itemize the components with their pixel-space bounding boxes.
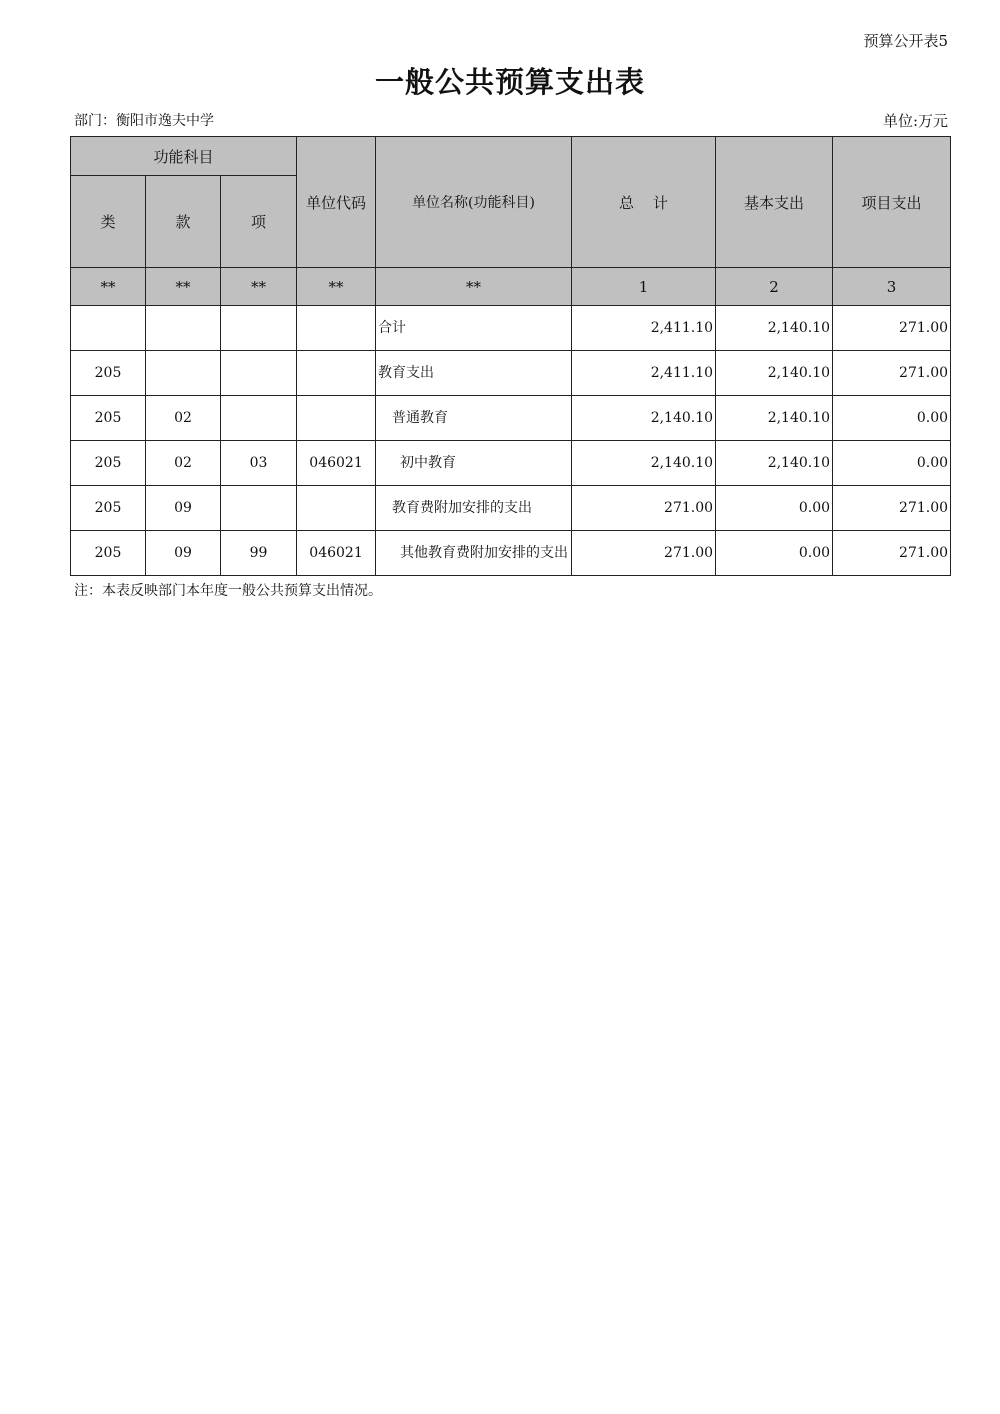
cell-total: 271.00 [572, 486, 716, 531]
cell-project: 271.00 [833, 306, 951, 351]
index-cell: 1 [572, 268, 716, 306]
cell-code: 046021 [297, 441, 376, 486]
cell-total: 2,411.10 [572, 351, 716, 396]
cell-kuan: 09 [146, 486, 221, 531]
cell-kuan [146, 306, 221, 351]
cell-kuan [146, 351, 221, 396]
cell-code: 046021 [297, 531, 376, 576]
cell-lei: 205 [71, 441, 146, 486]
form-number: 预算公开表5 [863, 32, 948, 50]
unit-label: 单位:万元 [882, 112, 948, 130]
index-cell: ** [146, 268, 221, 306]
cell-kuan: 02 [146, 441, 221, 486]
header-function-subject: 功能科目 [71, 137, 297, 176]
table-row [71, 441, 951, 486]
cell-total: 2,140.10 [572, 441, 716, 486]
index-cell: ** [221, 268, 297, 306]
cell-lei: 205 [71, 396, 146, 441]
cell-kuan: 09 [146, 531, 221, 576]
cell-name: 普通教育 [376, 396, 572, 441]
index-cell: 3 [833, 268, 951, 306]
cell-name: 合计 [376, 306, 572, 351]
table-row [71, 486, 951, 531]
table-row [71, 306, 951, 351]
index-cell: ** [297, 268, 376, 306]
header-basic: 基本支出 [716, 137, 833, 268]
cell-basic: 2,140.10 [716, 441, 833, 486]
index-cell: ** [71, 268, 146, 306]
budget-table [70, 136, 951, 576]
cell-basic: 0.00 [716, 486, 833, 531]
cell-code [297, 306, 376, 351]
table-row [71, 396, 951, 441]
department-label: 部门：衡阳市逸夫中学 [74, 113, 214, 129]
header-lei: 类 [71, 176, 146, 268]
header-unit-name: 单位名称(功能科目) [376, 137, 572, 268]
cell-code [297, 396, 376, 441]
table-row [71, 531, 951, 576]
cell-xiang [221, 306, 297, 351]
header-kuan: 款 [146, 176, 221, 268]
cell-code [297, 351, 376, 396]
cell-lei: 205 [71, 486, 146, 531]
cell-total: 2,140.10 [572, 396, 716, 441]
table-row [71, 351, 951, 396]
cell-lei: 205 [71, 531, 146, 576]
cell-name: 教育费附加安排的支出 [376, 486, 572, 531]
cell-lei [71, 306, 146, 351]
cell-project: 271.00 [833, 486, 951, 531]
cell-total: 271.00 [572, 531, 716, 576]
cell-total: 2,411.10 [572, 306, 716, 351]
cell-xiang [221, 486, 297, 531]
cell-code [297, 486, 376, 531]
cell-basic: 2,140.10 [716, 351, 833, 396]
footnote: 注：本表反映部门本年度一般公共预算支出情况。 [74, 583, 382, 599]
cell-project: 271.00 [833, 531, 951, 576]
cell-basic: 2,140.10 [716, 396, 833, 441]
header-project: 项目支出 [833, 137, 951, 268]
cell-name: 初中教育 [376, 441, 572, 486]
cell-xiang [221, 351, 297, 396]
cell-xiang: 99 [221, 531, 297, 576]
index-cell: 2 [716, 268, 833, 306]
index-cell: ** [376, 268, 572, 306]
cell-basic: 0.00 [716, 531, 833, 576]
cell-project: 0.00 [833, 441, 951, 486]
cell-lei: 205 [71, 351, 146, 396]
cell-name: 教育支出 [376, 351, 572, 396]
page-title: 一般公共预算支出表 [374, 65, 645, 99]
header-xiang: 项 [221, 176, 297, 268]
header-unit-code: 单位代码 [297, 137, 376, 268]
cell-project: 0.00 [833, 396, 951, 441]
cell-name: 其他教育费附加安排的支出 [376, 531, 572, 576]
header-total: 总 计 [572, 137, 716, 268]
cell-xiang: 03 [221, 441, 297, 486]
cell-xiang [221, 396, 297, 441]
cell-project: 271.00 [833, 351, 951, 396]
cell-basic: 2,140.10 [716, 306, 833, 351]
cell-kuan: 02 [146, 396, 221, 441]
